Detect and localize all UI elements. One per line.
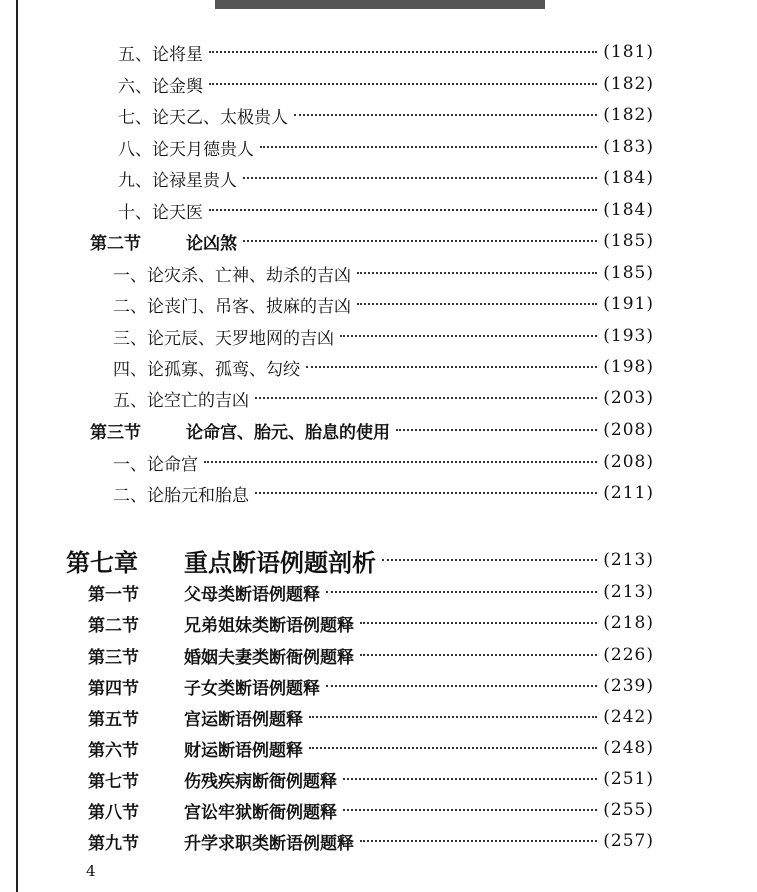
toc-entry [118, 40, 654, 64]
dot-leader [243, 177, 597, 179]
dot-leader [294, 114, 597, 116]
section-page: (185) [603, 231, 654, 251]
toc-entry-title: 四、论孤寡、孤鸾、勾绞 [113, 359, 300, 379]
dot-leader [326, 685, 597, 687]
toc-section-heading [90, 418, 654, 442]
toc-chapter-heading [66, 543, 654, 577]
toc-entry-page: (182) [603, 74, 654, 94]
toc-entry-page: (183) [603, 137, 654, 157]
section-label: 第六节 [88, 740, 139, 760]
dot-leader [255, 492, 597, 494]
toc-section-heading [88, 580, 654, 604]
section-label: 第三节 [90, 422, 141, 442]
toc-entry [113, 386, 654, 410]
dot-leader [309, 716, 597, 718]
toc-entry-title: 六、论金舆 [118, 76, 203, 96]
toc-entry [113, 355, 654, 379]
dot-leader [255, 397, 597, 399]
section-title: 论凶煞 [186, 233, 237, 253]
toc-entry-page: (203) [603, 388, 654, 408]
dot-leader [209, 83, 597, 85]
toc-entry-page: (191) [603, 294, 654, 314]
section-title: 子女类断语例题释 [184, 678, 320, 698]
section-label: 第九节 [88, 833, 139, 853]
section-page: (226) [603, 645, 654, 665]
top-header-bar [215, 0, 545, 9]
section-title: 升学求职类断语例题释 [184, 833, 354, 853]
toc-section-heading [88, 643, 654, 667]
dot-leader [343, 809, 597, 811]
chapter-page: (213) [603, 550, 654, 570]
toc-entry-title: 三、论元辰、天罗地网的吉凶 [113, 328, 334, 348]
toc-entry-page: (182) [603, 105, 654, 125]
dot-leader [260, 146, 597, 148]
dot-leader [209, 51, 597, 53]
section-title: 兄弟姐妹类断语例题释 [184, 615, 354, 635]
toc-section-heading [88, 674, 654, 698]
toc-entry-title: 二、论胎元和胎息 [113, 485, 249, 505]
dot-leader [326, 591, 597, 593]
toc-entry [113, 450, 654, 474]
section-label: 第四节 [88, 678, 139, 698]
toc-section-heading [88, 611, 654, 635]
dot-leader [306, 366, 597, 368]
toc-entry-page: (208) [603, 452, 654, 472]
toc-entry-page: (198) [603, 357, 654, 377]
dot-leader [357, 303, 597, 305]
section-page: (218) [603, 613, 654, 633]
section-title: 论命宫、胎元、胎息的使用 [186, 422, 390, 442]
dot-leader [204, 461, 597, 463]
toc-entry-title: 八、论天月德贵人 [118, 139, 254, 159]
section-title: 宫讼牢狱断衙例题释 [184, 802, 337, 822]
section-title: 父母类断语例题释 [184, 584, 320, 604]
section-title: 财运断语例题释 [184, 740, 303, 760]
section-label: 第三节 [88, 647, 139, 667]
toc-entry [113, 292, 654, 316]
chapter-label: 第七章 [66, 547, 138, 577]
toc-entry-title: 五、论将星 [118, 44, 203, 64]
dot-leader [343, 778, 597, 780]
section-page: (239) [603, 676, 654, 696]
toc-entry [118, 103, 654, 127]
toc-entry-page: (181) [603, 42, 654, 62]
section-page: (251) [603, 769, 654, 789]
toc-section-heading [88, 705, 654, 729]
section-page: (257) [603, 831, 654, 851]
section-label: 第七节 [88, 771, 139, 791]
toc-section-heading [90, 229, 654, 253]
toc-entry-title: 十、论天医 [118, 202, 203, 222]
toc-entry [118, 166, 654, 190]
toc-entry-page: (185) [603, 263, 654, 283]
toc-entry [118, 72, 654, 96]
toc-entry [113, 324, 654, 348]
toc-entry-title: 一、论命宫 [113, 454, 198, 474]
page-number: 4 [86, 862, 96, 880]
dot-leader [360, 840, 597, 842]
toc-entry [113, 481, 654, 505]
dot-leader [243, 240, 597, 242]
toc-entry-title: 七、论天乙、太极贵人 [118, 107, 288, 127]
dot-leader [309, 747, 597, 749]
left-page-edge [16, 0, 18, 892]
section-label: 第一节 [88, 584, 139, 604]
section-label: 第八节 [88, 802, 139, 822]
section-page: (208) [603, 420, 654, 440]
toc-entry-page: (193) [603, 326, 654, 346]
dot-leader [360, 622, 597, 624]
toc-entry-title: 一、论灾杀、亡神、劫杀的吉凶 [113, 265, 351, 285]
toc-entry [113, 261, 654, 285]
toc-entry-page: (184) [603, 168, 654, 188]
dot-leader [340, 335, 597, 337]
chapter-title: 重点断语例题剖析 [184, 547, 376, 577]
section-label: 第五节 [88, 709, 139, 729]
toc-section-heading [88, 829, 654, 853]
section-title: 伤残疾病断衙例题释 [184, 771, 337, 791]
dot-leader [357, 272, 597, 274]
dot-leader [209, 209, 597, 211]
toc-entry-title: 二、论丧门、吊客、披麻的吉凶 [113, 296, 351, 316]
toc-entry [118, 198, 654, 222]
section-label: 第二节 [88, 615, 139, 635]
section-title: 宫运断语例题释 [184, 709, 303, 729]
toc-section-heading [88, 798, 654, 822]
dot-leader [360, 654, 597, 656]
section-page: (242) [603, 707, 654, 727]
toc-entry [118, 135, 654, 159]
section-page: (213) [603, 582, 654, 602]
toc-entry-page: (184) [603, 200, 654, 220]
section-label: 第二节 [90, 233, 141, 253]
section-title: 婚姻夫妻类断衙例题释 [184, 647, 354, 667]
toc-entry-page: (211) [603, 483, 654, 503]
section-page: (248) [603, 738, 654, 758]
dot-leader [396, 429, 597, 431]
toc-entry-title: 九、论禄星贵人 [118, 170, 237, 190]
toc-section-heading [88, 736, 654, 760]
section-page: (255) [603, 800, 654, 820]
toc-section-heading [88, 767, 654, 791]
dot-leader [382, 559, 597, 561]
toc-entry-title: 五、论空亡的吉凶 [113, 390, 249, 410]
